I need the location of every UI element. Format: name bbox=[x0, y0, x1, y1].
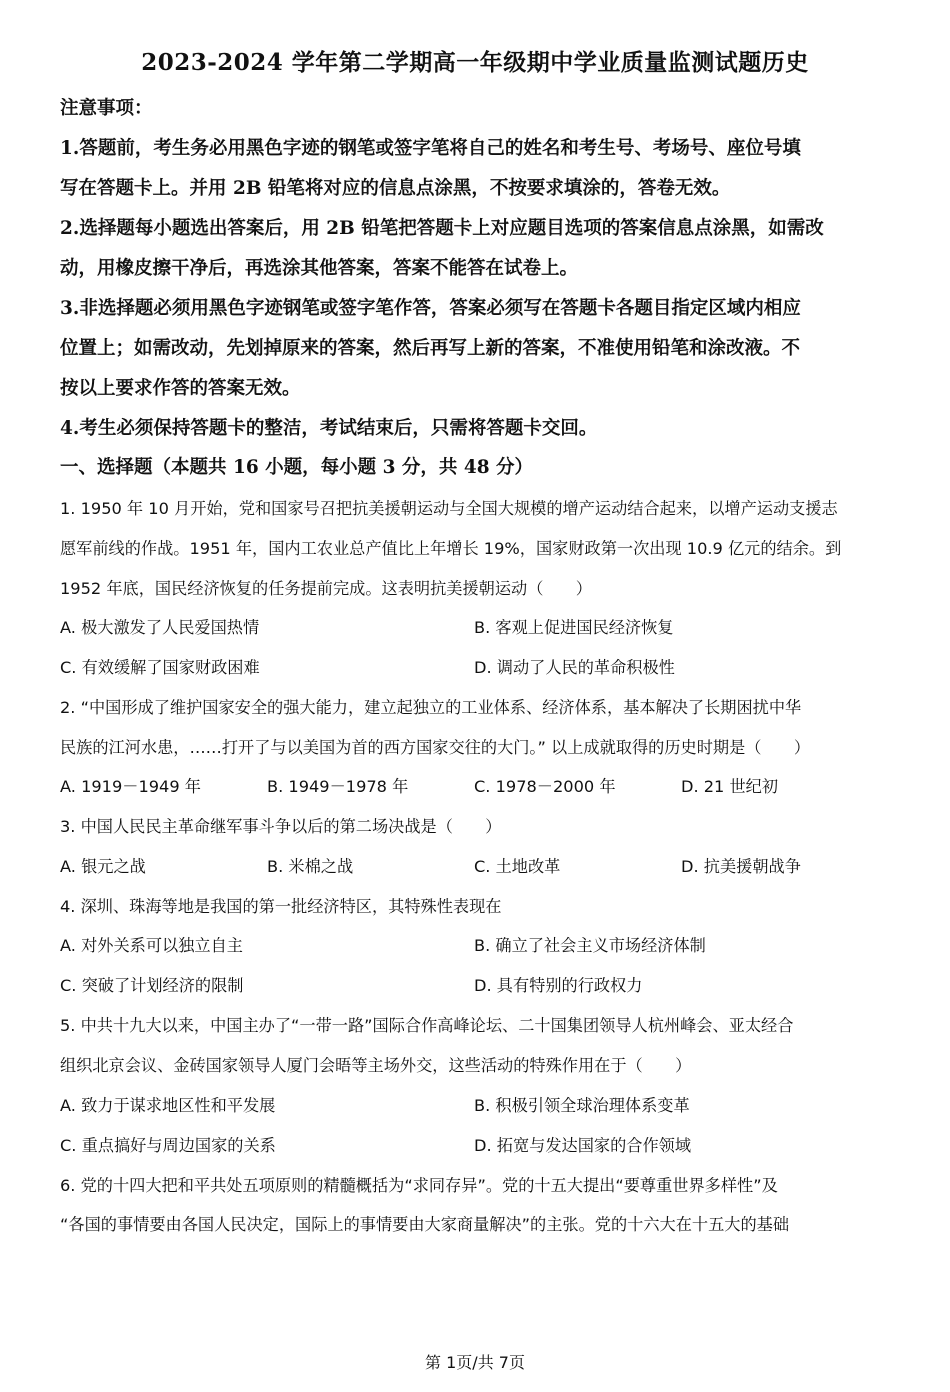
question-2-text: 民族的江河水患，……打开了与以美国为首的西方国家交往的大门。” 以上成就取得的历史时期是（ ） bbox=[60, 738, 811, 757]
page-title: 2023-2024 学年第二学期高一年级期中学业质量监测试题历史 bbox=[141, 49, 809, 76]
question-4-option-c: C. 突破了计划经济的限制 bbox=[60, 976, 244, 995]
notice-line: 4.考生必须保持答题卡的整洁，考试结束后，只需将答题卡交回。 bbox=[60, 418, 598, 439]
question-4-option-d: D. 具有特别的行政权力 bbox=[474, 976, 643, 995]
notice-line: 2.选择题每小题选出答案后，用 2B 铅笔把答题卡上对应题目选项的答案信息点涂黑，如需改 bbox=[60, 218, 824, 239]
notice-line: 3.非选择题必须用黑色字迹钢笔或签字笔作答，答案必须写在答题卡各题目指定区域内相应 bbox=[60, 298, 801, 319]
question-5-option-c: C. 重点搞好与周边国家的关系 bbox=[60, 1136, 276, 1155]
notice-line: 动，用橡皮擦干净后，再选涂其他答案，答案不能答在试卷上。 bbox=[60, 258, 579, 279]
question-1-text: 1952 年底，国民经济恢复的任务提前完成。这表明抗美援朝运动（ ） bbox=[60, 579, 592, 598]
question-2-text: 2. “中国形成了维护国家安全的强大能力，建立起独立的工业体系、经济体系，基本解决了长期困扰中华 bbox=[60, 698, 802, 717]
notice-line: 写在答题卡上。并用 2B 铅笔将对应的信息点涂黑，不按要求填涂的，答卷无效。 bbox=[60, 178, 731, 199]
question-1-text: 1. 1950 年 10 月开始，党和国家号召把抗美援朝运动与全国大规模的增产运动结合起来，以增产运动支援志 bbox=[60, 499, 838, 518]
question-3-option-d: D. 抗美援朝战争 bbox=[681, 857, 801, 876]
question-3-option-b: B. 米棉之战 bbox=[267, 857, 354, 876]
question-2-option-a: A. 1919－1949 年 bbox=[60, 777, 201, 796]
question-4-option-a: A. 对外关系可以独立自主 bbox=[60, 936, 243, 955]
question-5-text: 组织北京会议、金砖国家领导人厦门会晤等主场外交，这些活动的特殊作用在于（ ） bbox=[60, 1056, 692, 1075]
question-3-text: 3. 中国人民民主革命继军事斗争以后的第二场决战是（ ） bbox=[60, 817, 502, 836]
question-3-option-c: C. 土地改革 bbox=[474, 857, 561, 876]
section-heading: 一、选择题（本题共 16 小题，每小题 3 分，共 48 分） bbox=[60, 457, 534, 478]
question-5-option-d: D. 拓宽与发达国家的合作领域 bbox=[474, 1136, 692, 1155]
question-1-option-c: C. 有效缓解了国家财政困难 bbox=[60, 658, 260, 677]
question-6-text: “各国的事情要由各国人民决定，国际上的事情要由大家商量解决”的主张。党的十六大在十五大的基础 bbox=[60, 1215, 790, 1234]
question-5-option-b: B. 积极引领全球治理体系变革 bbox=[474, 1096, 690, 1115]
question-4-text: 4. 深圳、珠海等地是我国的第一批经济特区，其特殊性表现在 bbox=[60, 897, 502, 916]
question-5-option-a: A. 致力于谋求地区性和平发展 bbox=[60, 1096, 276, 1115]
question-2-option-c: C. 1978－2000 年 bbox=[474, 777, 616, 796]
question-1-option-a: A. 极大激发了人民爱国热情 bbox=[60, 618, 260, 637]
question-1-option-d: D. 调动了人民的革命积极性 bbox=[474, 658, 675, 677]
question-5-text: 5. 中共十九大以来，中国主办了“一带一路”国际合作高峰论坛、二十国集团领导人杭州峰会、亚太经合 bbox=[60, 1016, 794, 1035]
question-1-option-b: B. 客观上促进国民经济恢复 bbox=[474, 618, 674, 637]
notice-line: 按以上要求作答的答案无效。 bbox=[60, 378, 301, 399]
notice-line: 1.答题前，考生务必用黑色字迹的钢笔或签字笔将自己的姓名和考生号、考场号、座位号填 bbox=[60, 138, 801, 159]
question-4-option-b: B. 确立了社会主义市场经济体制 bbox=[474, 936, 706, 955]
notice-heading: 注意事项： bbox=[60, 98, 153, 119]
question-6-text: 6. 党的十四大把和平共处五项原则的精髓概括为“求同存异”。党的十五大提出“要尊重世界多样性”及 bbox=[60, 1176, 778, 1195]
question-2-option-d: D. 21 世纪初 bbox=[681, 777, 779, 796]
question-1-text: 愿军前线的作战。1951 年，国内工农业总产值比上年增长 19%，国家财政第一次出现 10.9 亿元的结余。到 bbox=[60, 539, 842, 558]
question-2-option-b: B. 1949－1978 年 bbox=[267, 777, 409, 796]
notice-line: 位置上；如需改动，先划掉原来的答案，然后再写上新的答案，不准使用铅笔和涂改液。不 bbox=[60, 338, 801, 359]
question-3-option-a: A. 银元之战 bbox=[60, 857, 146, 876]
page-number: 第 1页/共 7页 bbox=[425, 1353, 525, 1372]
